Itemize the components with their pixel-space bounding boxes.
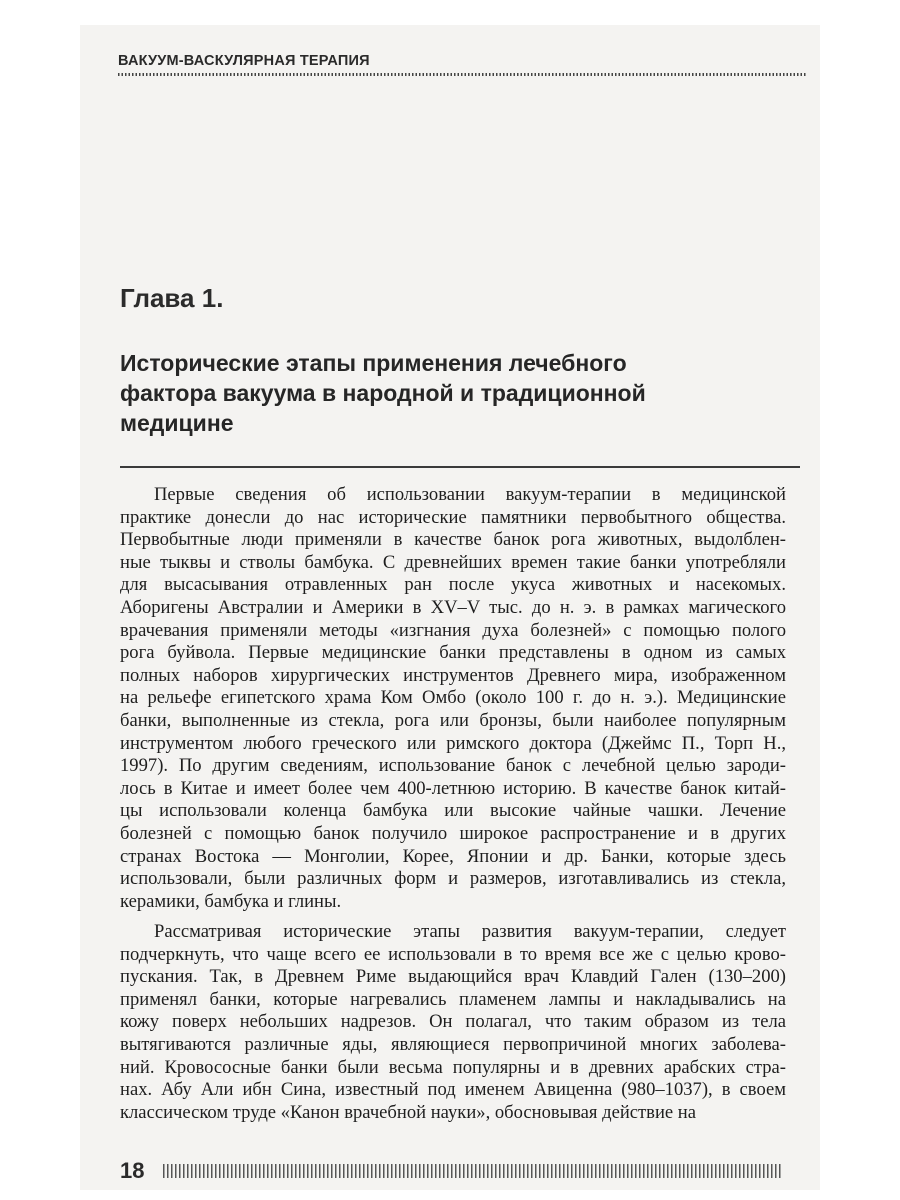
page-number: 18 [120, 1158, 145, 1183]
text-line: на рельефе египетского храма Ком Омбо (около 100 г. до н. э.). Медицинские [120, 687, 786, 709]
text-line: рога буйвола. Первые медицинские банки представлены в одном из самых [120, 642, 786, 664]
text-line: подчеркнуть, что чаще всего ее использовали в то время все же с целью крово- [120, 943, 786, 965]
chapter-title-line: фактора вакуума в народной и традиционной [120, 380, 646, 406]
text-line: цы использовали коленца бамбука или высокие чайные чашки. Лечение [120, 800, 786, 822]
text-line: врачевания применяли методы «изгнания духа болезней» с помощью полого [120, 619, 786, 641]
text-line: болезней с помощью банок получило широкое распространение и в других [120, 822, 786, 844]
running-header: ВАКУУМ-ВАСКУЛЯРНАЯ ТЕРАПИЯ [118, 53, 370, 69]
text-line: странах Востока — Монголии, Корее, Японии и др. Банки, которые здесь [120, 845, 786, 867]
text-line: применял банки, которые нагревались пламенем лампы и накладывались на [120, 988, 786, 1010]
text-line: ные тыквы и стволы бамбука. С древнейших времен такие банки употребляли [120, 551, 786, 573]
text-line: кожу поверх небольших надрезов. Он полагал, что таким образом из тела [120, 1011, 786, 1033]
text-line: Аборигены Австралии и Америки в XV–V тыс. до н. э. в рамках магического [120, 596, 786, 618]
text-line: практике донесли до нас исторические памятники первобытного общества. [120, 506, 786, 528]
chapter-label: Глава 1. [120, 283, 224, 313]
text-line: использовали, были различных форм и размеров, изготавливались из стекла, [120, 868, 786, 890]
text-line: полных наборов хирургических инструментов Древнего мира, изображенном [120, 664, 786, 686]
text-line: классическом труде «Канон врачебной науки», обосновывая действие на [120, 1101, 697, 1123]
text-line: вытягиваются различные яды, являющиеся первопричиной многих заболева- [120, 1033, 786, 1055]
chapter-title [120, 348, 770, 438]
text-line: для высасывания отравленных ран после укуса животных и насекомых. [120, 574, 786, 596]
chapter-title-line: Исторические этапы применения лечебного [120, 350, 627, 376]
header-dotted-rule [118, 73, 806, 76]
text-line: лось в Китае и имеет более чем 400-летнюю историю. В качестве банок китай- [120, 777, 786, 799]
paragraph-1 [120, 484, 786, 913]
book-page [80, 25, 820, 1190]
text-line: 1997). По другим сведениям, использование банок с лечебной целью зароди- [120, 755, 786, 777]
text-line: банки, выполненные из стекла, рога или бронзы, были наиболее популярным [120, 709, 786, 731]
text-line: Первые сведения об использовании вакуум-терапии в медицинской [154, 484, 786, 505]
text-line: нах. Абу Али ибн Сина, известный под именем Авиценна (980–1037), в своем [120, 1079, 786, 1101]
paragraph-2 [120, 921, 786, 1124]
text-line: пускания. Так, в Древнем Риме выдающийся врач Клавдий Гален (130–200) [120, 966, 786, 988]
text-line: Рассматривая исторические этапы развития вакуум-терапии, следует [154, 921, 786, 942]
text-line: инструментом любого греческого или римского доктора (Джеймс П., Торп Н., [120, 732, 786, 754]
chapter-title-rule [120, 466, 800, 468]
text-line: ний. Кровососные банки были весьма популярны и в древних арабских стра- [120, 1056, 786, 1078]
footer-dotted-rule [163, 1164, 782, 1178]
text-line: керамики, бамбука и глины. [120, 890, 342, 912]
chapter-title-line: медицине [120, 410, 234, 436]
text-line: Первобытные люди применяли в качестве банок рога животных, выдолблен- [120, 529, 786, 551]
